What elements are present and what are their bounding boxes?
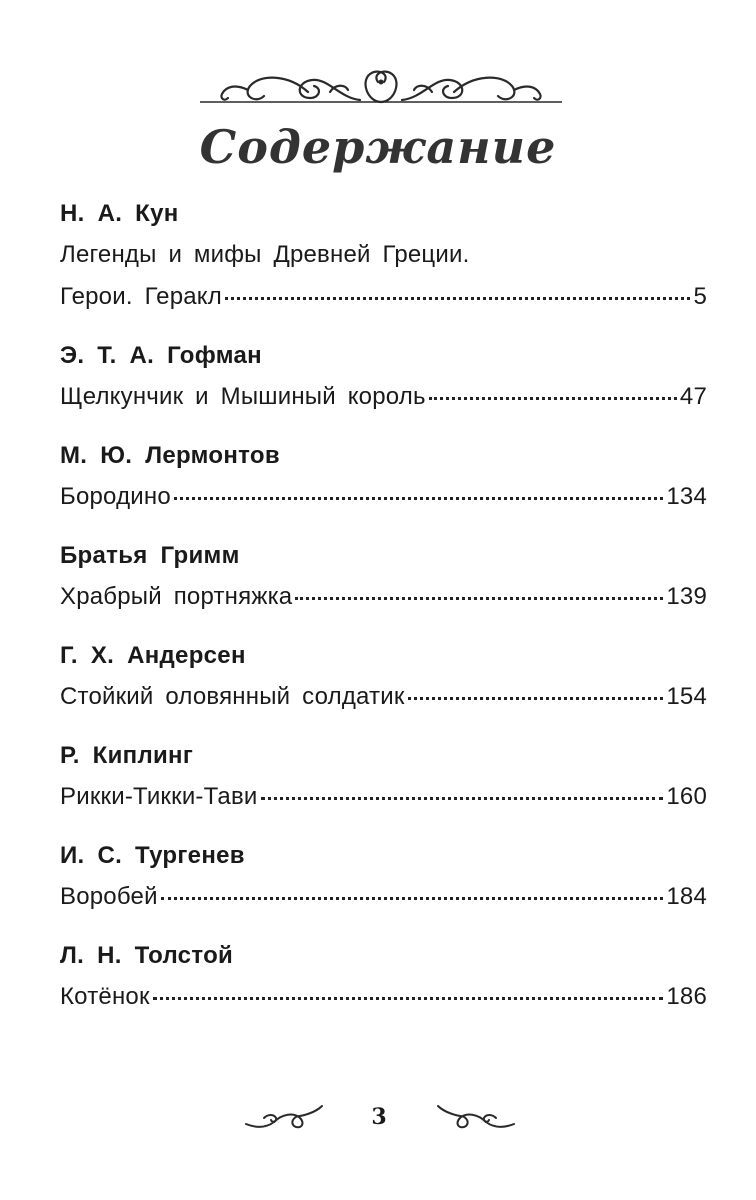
toc-line[interactable]: [60, 976, 707, 1018]
entry-title: Герои. Геракл: [60, 283, 222, 310]
swirl-left-icon: [244, 1104, 324, 1132]
toc-line[interactable]: [60, 776, 707, 818]
dot-leader: [408, 695, 664, 700]
entry-author: Л. Н. Толстой: [60, 942, 234, 969]
entry-author: И. С. Тургенев: [60, 842, 245, 869]
entry-page: 134: [666, 483, 707, 510]
table-of-contents: [60, 196, 707, 1038]
dot-leader: [261, 795, 664, 800]
entry-title-line: Легенды и мифы Древней Греции.: [60, 241, 470, 268]
entry-page: 5: [693, 283, 707, 310]
entry-title: Бородино: [60, 483, 171, 510]
dot-leader: [225, 295, 690, 300]
entry-author: М. Ю. Лермонтов: [60, 442, 280, 469]
entry-page: 139: [666, 583, 707, 610]
toc-entry: [60, 838, 707, 918]
entry-page: 154: [666, 683, 707, 710]
toc-entry: [60, 338, 707, 418]
entry-title: Храбрый портняжка: [60, 583, 293, 610]
toc-line[interactable]: [60, 376, 707, 418]
entry-page: 184: [666, 883, 707, 910]
toc-line[interactable]: [60, 676, 707, 718]
toc-entry: [60, 738, 707, 818]
dot-leader: [174, 495, 663, 500]
dot-leader: [429, 395, 677, 400]
toc-entry: [60, 638, 707, 718]
entry-title: Щелкунчик и Мышиный король: [60, 383, 426, 410]
toc-line[interactable]: [60, 276, 707, 318]
flourish-divider-icon: [200, 62, 562, 112]
toc-line[interactable]: [60, 876, 707, 918]
dot-leader: [153, 995, 664, 1000]
entry-author: Братья Гримм: [60, 542, 240, 569]
entry-page: 47: [679, 383, 707, 410]
page-footer: [0, 1100, 756, 1140]
entry-page: 160: [666, 783, 707, 810]
entry-author: Р. Киплинг: [60, 742, 194, 769]
entry-author: Э. Т. А. Гофман: [60, 342, 262, 369]
entry-page: 186: [666, 983, 707, 1010]
entry-title: Рикки-Тикки-Тави: [60, 783, 258, 810]
page-title: Содержание: [199, 120, 557, 174]
entry-title: Воробей: [60, 883, 158, 910]
toc-line[interactable]: [60, 576, 707, 618]
entry-title: Котёнок: [60, 983, 150, 1010]
toc-entry: [60, 538, 707, 618]
toc-entry: [60, 438, 707, 518]
toc-line[interactable]: [60, 476, 707, 518]
toc-entry: [60, 938, 707, 1018]
entry-title: Стойкий оловянный солдатик: [60, 683, 405, 710]
dot-leader: [161, 895, 664, 900]
entry-author: Н. А. Кун: [60, 200, 179, 227]
swirl-right-icon: [436, 1104, 516, 1132]
dot-leader: [295, 595, 663, 600]
entry-author: Г. Х. Андерсен: [60, 642, 246, 669]
toc-entry: [60, 196, 707, 318]
page-number: 3: [371, 1104, 387, 1130]
